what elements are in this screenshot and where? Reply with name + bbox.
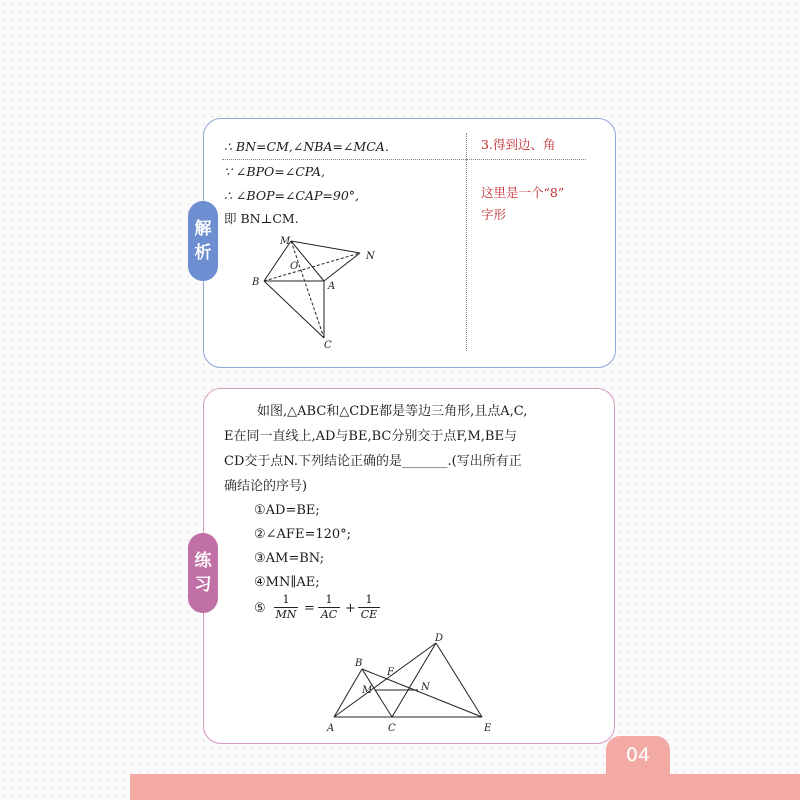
option-1: ①AD=BE; bbox=[254, 503, 320, 518]
option-5-plus: + bbox=[345, 601, 356, 616]
option-3: ③AM=BN; bbox=[254, 551, 325, 566]
practice-panel bbox=[203, 388, 615, 744]
practice-figure bbox=[322, 633, 522, 743]
analysis-tag bbox=[188, 201, 218, 281]
analysis-line-4: 即 BN⊥CM. bbox=[224, 211, 299, 226]
fig1-label-a: A bbox=[328, 281, 336, 292]
option-5-frac-2 bbox=[318, 594, 340, 621]
analysis-line-2: ∵ ∠BPO=∠CPA, bbox=[224, 164, 326, 179]
analysis-figure bbox=[248, 231, 388, 351]
fig2-label-f: F bbox=[387, 667, 394, 678]
problem-line-1: 如图,△ABC和△CDE都是等边三角形,且点A,C, bbox=[257, 404, 528, 419]
fig2-label-c: C bbox=[388, 723, 396, 734]
note-3: 字形 bbox=[481, 207, 507, 222]
fig1-label-m: M bbox=[280, 236, 291, 247]
problem-line-3: CD交于点N.下列结论正确的是_______.(写出所有正 bbox=[224, 454, 522, 469]
option-5-marker: ⑤ bbox=[254, 601, 266, 616]
analysis-panel bbox=[203, 118, 616, 368]
page-number: 04 bbox=[606, 736, 670, 774]
fig1-label-c: C bbox=[324, 340, 332, 351]
option-5 bbox=[254, 594, 394, 630]
fig2-label-d: D bbox=[435, 633, 444, 644]
frac-3-num: 1 bbox=[365, 593, 373, 606]
practice-tag bbox=[188, 533, 218, 613]
analysis-tag-char-1: 解 bbox=[194, 219, 212, 239]
analysis-tag-char-2: 析 bbox=[194, 243, 212, 263]
frac-2-num: 1 bbox=[325, 593, 333, 606]
option-5-frac-3 bbox=[358, 594, 380, 621]
note-2: 这里是一个“8” bbox=[481, 185, 565, 200]
fig2-label-a: A bbox=[327, 723, 335, 734]
frac-3-den: CE bbox=[360, 608, 378, 621]
problem-line-2: E在同一直线上,AD与BE,BC分别交于点F,M,BE与 bbox=[224, 429, 517, 444]
analysis-divider bbox=[222, 159, 466, 160]
analysis-line-3: ∴ ∠BOP=∠CAP=90°, bbox=[224, 188, 360, 203]
fig1-label-b: B bbox=[252, 277, 260, 288]
practice-tag-char-1: 练 bbox=[194, 551, 212, 571]
fig1-label-o: O bbox=[290, 261, 299, 272]
frac-1-den: MN bbox=[275, 608, 297, 621]
option-4: ④MN∥AE; bbox=[254, 575, 320, 590]
option-2: ②∠AFE=120°; bbox=[254, 527, 352, 542]
fig2-label-e: E bbox=[484, 723, 492, 734]
note-divider bbox=[466, 159, 586, 160]
fig2-label-b: B bbox=[355, 658, 363, 669]
frac-2-den: AC bbox=[320, 608, 338, 621]
fig2-label-n: N bbox=[421, 682, 430, 693]
fig2-label-m: M bbox=[362, 685, 373, 696]
notes-separator bbox=[466, 133, 467, 351]
option-5-frac-1 bbox=[274, 594, 298, 621]
problem-line-4: 确结论的序号) bbox=[224, 479, 308, 494]
option-5-equals: = bbox=[304, 601, 315, 616]
fig1-label-n: N bbox=[366, 251, 375, 262]
footer-band bbox=[130, 774, 800, 800]
note-1: 3.得到边、角 bbox=[481, 137, 556, 152]
frac-1-num: 1 bbox=[282, 593, 290, 606]
analysis-line-1: ∴ BN=CM,∠NBA=∠MCA. bbox=[224, 139, 389, 154]
practice-tag-char-2: 习 bbox=[194, 575, 212, 595]
